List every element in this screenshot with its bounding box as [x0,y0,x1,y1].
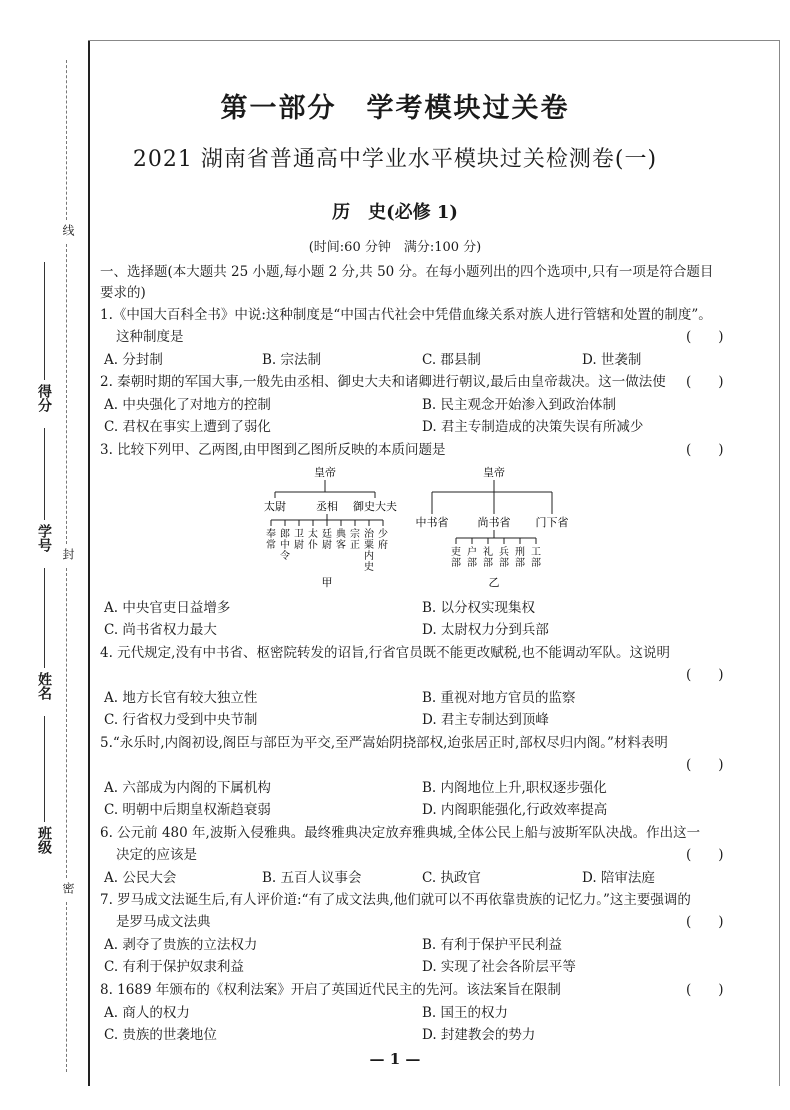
jia-chengxiang: 丞相 [316,500,338,513]
jia-yushidafu: 御史大夫 [353,500,397,513]
answer-paren: ( ) [686,667,724,683]
name-label: 姓名 [36,672,52,700]
cut-line [66,60,67,220]
jia-minister-char: 正 [350,540,360,551]
option-d: D. 内阁职能强化,行政效率提高 [422,802,608,818]
page-border-right [779,40,780,1086]
class-underline [44,716,45,822]
yi-ministries [451,538,541,569]
cut-mark-tight: 密 [61,882,75,894]
yi-ministry-char: 户 [467,547,477,558]
cut-mark-seal: 封 [61,548,75,560]
name-underline [44,568,45,668]
answer-paren: ( ) [686,914,724,930]
jia-taiwei: 太尉 [264,500,286,513]
option-b: B. 以分权实现集权 [422,600,536,616]
jia-minister-char: 尉 [322,540,332,551]
jia-minister-char: 史 [364,562,374,573]
yi-ministry-char: 部 [531,558,541,569]
option-b: B. 国王的权力 [422,1005,509,1021]
option-b: B. 民主观念开始渗入到政治体制 [422,397,617,413]
diagram-jia [255,462,405,590]
answer-paren: ( ) [686,442,724,458]
page-border-left [88,40,90,1086]
option-a: A. 商人的权力 [104,1005,190,1021]
cut-line [66,902,67,1072]
part-title-right: 学考模块过关卷 [366,93,570,124]
yi-ministry-char: 吏 [451,547,461,558]
id-underline [44,428,45,520]
jia-minister-char: 尉 [294,540,304,551]
option-a: A. 六部成为内阁的下属机构 [104,780,271,796]
jia-minister-char: 郎 [280,529,290,540]
section-intro-cont: 要求的) [100,285,146,301]
student-id-label: 学号 [36,524,52,552]
option-c: C. 执政官 [422,870,481,886]
question-6-stem-cont: 决定的应该是 [116,847,197,863]
option-c: C. 贵族的世袭地位 [104,1027,217,1043]
exam-title: 2021 湖南省普通高中学业水平模块过关检测卷(一) [132,147,658,172]
option-a: A. 地方长官有较大独立性 [104,690,258,706]
option-a: A. 剥夺了贵族的立法权力 [104,937,258,953]
yi-ministry-char: 礼 [483,547,493,558]
part-title-left: 第一部分 [220,93,337,124]
question-3-stem: 3. 比较下列甲、乙两图,由甲图到乙图所反映的本质问题是 [100,442,446,458]
answer-paren: ( ) [686,982,724,998]
yi-shangshu: 尚书省 [477,516,511,529]
section-intro: 一、选择题(本大题共 25 小题,每小题 2 分,共 50 分。在每小题列出的四个选项中,只有一项是符合题目 [100,264,714,280]
option-c: C. 郡县制 [422,352,481,368]
jia-minister-char: 府 [378,540,388,551]
option-c: C. 君权在事实上遭到了弱化 [104,419,271,435]
jia-minister-char: 客 [336,540,346,551]
cut-mark-line: 线 [61,224,75,236]
question-1-stem-cont: 这种制度是 [116,329,184,345]
yi-menxia: 门下省 [535,516,569,529]
yi-ministry-char: 刑 [515,547,525,558]
option-c: C. 明朝中后期皇权渐趋衰弱 [104,802,271,818]
answer-paren: ( ) [686,329,724,345]
jia-emperor: 皇帝 [314,466,336,479]
answer-paren: ( ) [686,374,724,390]
jia-ministers [266,520,388,573]
question-7-stem-cont: 是罗马成文法典 [116,914,211,930]
option-c: C. 行省权力受到中央节制 [104,712,258,728]
option-d: D. 封建教会的势力 [422,1027,536,1043]
option-a: A. 分封制 [104,352,163,368]
page-number: — 1 — [369,1050,421,1068]
jia-minister-char: 仆 [308,540,318,551]
option-d: D. 陪审法庭 [582,870,655,886]
answer-paren: ( ) [686,757,724,773]
jia-minister-char: 中 [280,540,290,551]
question-4-stem: 4. 元代规定,没有中书省、枢密院转发的诏旨,行省官员既不能更改赋税,也不能调动军队。这说明 [100,645,671,661]
diagram-yi [408,462,576,590]
option-d: D. 太尉权力分到兵部 [422,622,549,638]
jia-minister-char: 卫 [294,529,304,540]
yi-emperor: 皇帝 [483,466,505,479]
option-d: D. 君主专制达到顶峰 [422,712,549,728]
question-6-stem: 6. 公元前 480 年,波斯入侵雅典。最终雅典决定放弃雅典城,全体公民上船与波斯军队决战。作出这一 [100,825,701,841]
question-8-stem: 8. 1689 年颁布的《权利法案》开启了英国近代民主的先河。该法案旨在限制 [100,982,561,998]
option-a: A. 中央官吏日益增多 [104,600,231,616]
option-a: A. 公民大会 [104,870,177,886]
score-label: 得分 [36,384,52,412]
option-a: A. 中央强化了对地方的控制 [104,397,271,413]
option-b: B. 宗法制 [262,352,322,368]
time-info: (时间:60 分钟 满分:100 分) [308,240,482,255]
score-underline [44,262,45,380]
subject-title: 历 史(必修 1) [332,202,458,223]
option-d: D. 君主专制造成的决策失误有所减少 [422,419,644,435]
yi-ministry-char: 部 [483,558,493,569]
page-border-top [88,40,780,41]
option-c: C. 尚书省权力最大 [104,622,217,638]
part-title [0,86,790,125]
option-c: C. 有利于保护奴隶利益 [104,959,244,975]
yi-zhongshu: 中书省 [415,516,449,529]
jia-minister-char: 少 [378,529,388,540]
class-label: 班级 [36,826,52,854]
question-7-stem: 7. 罗马成文法诞生后,有人评价道:“有了成文法典,他们就可以不再依靠贵族的记忆力。”这主要强调的 [100,892,691,908]
option-d: D. 实现了社会各阶层平等 [422,959,576,975]
yi-ministry-char: 兵 [499,547,509,558]
question-5-stem: 5.“永乐时,内阁初设,阁臣与部臣为平交,至严嵩始阴挠部权,迨张居正时,部权尽归内阁。”材料表明 [100,735,668,751]
cut-line [66,244,67,544]
yi-ministry-char: 部 [499,558,509,569]
option-d: D. 世袭制 [582,352,642,368]
yi-label: 乙 [488,576,500,589]
jia-minister-char: 治 [364,529,374,540]
question-2-stem: 2. 秦朝时期的军国大事,一般先由丞相、御史大夫和诸卿进行朝议,最后由皇帝裁决。这一做法使 [100,374,666,390]
jia-label: 甲 [321,576,333,589]
jia-minister-char: 廷 [322,529,332,540]
jia-minister-char: 宗 [350,529,360,540]
jia-minister-char: 典 [336,529,346,540]
answer-paren: ( ) [686,847,724,863]
jia-minister-char: 常 [266,540,276,551]
option-b: B. 五百人议事会 [262,870,362,886]
yi-ministry-char: 工 [531,547,541,558]
jia-minister-char: 令 [280,551,290,562]
jia-minister-char: 粟 [364,540,374,551]
jia-minister-char: 内 [364,551,374,562]
yi-ministry-char: 部 [451,558,461,569]
yi-ministry-char: 部 [467,558,477,569]
option-b: B. 内阁地位上升,职权逐步强化 [422,780,607,796]
question-1-stem: 1.《中国大百科全书》中说:这种制度是“中国古代社会中凭借血缘关系对族人进行管辖和处置的制度”。 [100,307,712,323]
jia-minister-char: 太 [308,529,318,540]
jia-minister-char: 奉 [266,529,276,540]
option-b: B. 有利于保护平民利益 [422,937,563,953]
option-b: B. 重视对地方官员的监察 [422,690,576,706]
yi-ministry-char: 部 [515,558,525,569]
cut-line [66,568,67,878]
